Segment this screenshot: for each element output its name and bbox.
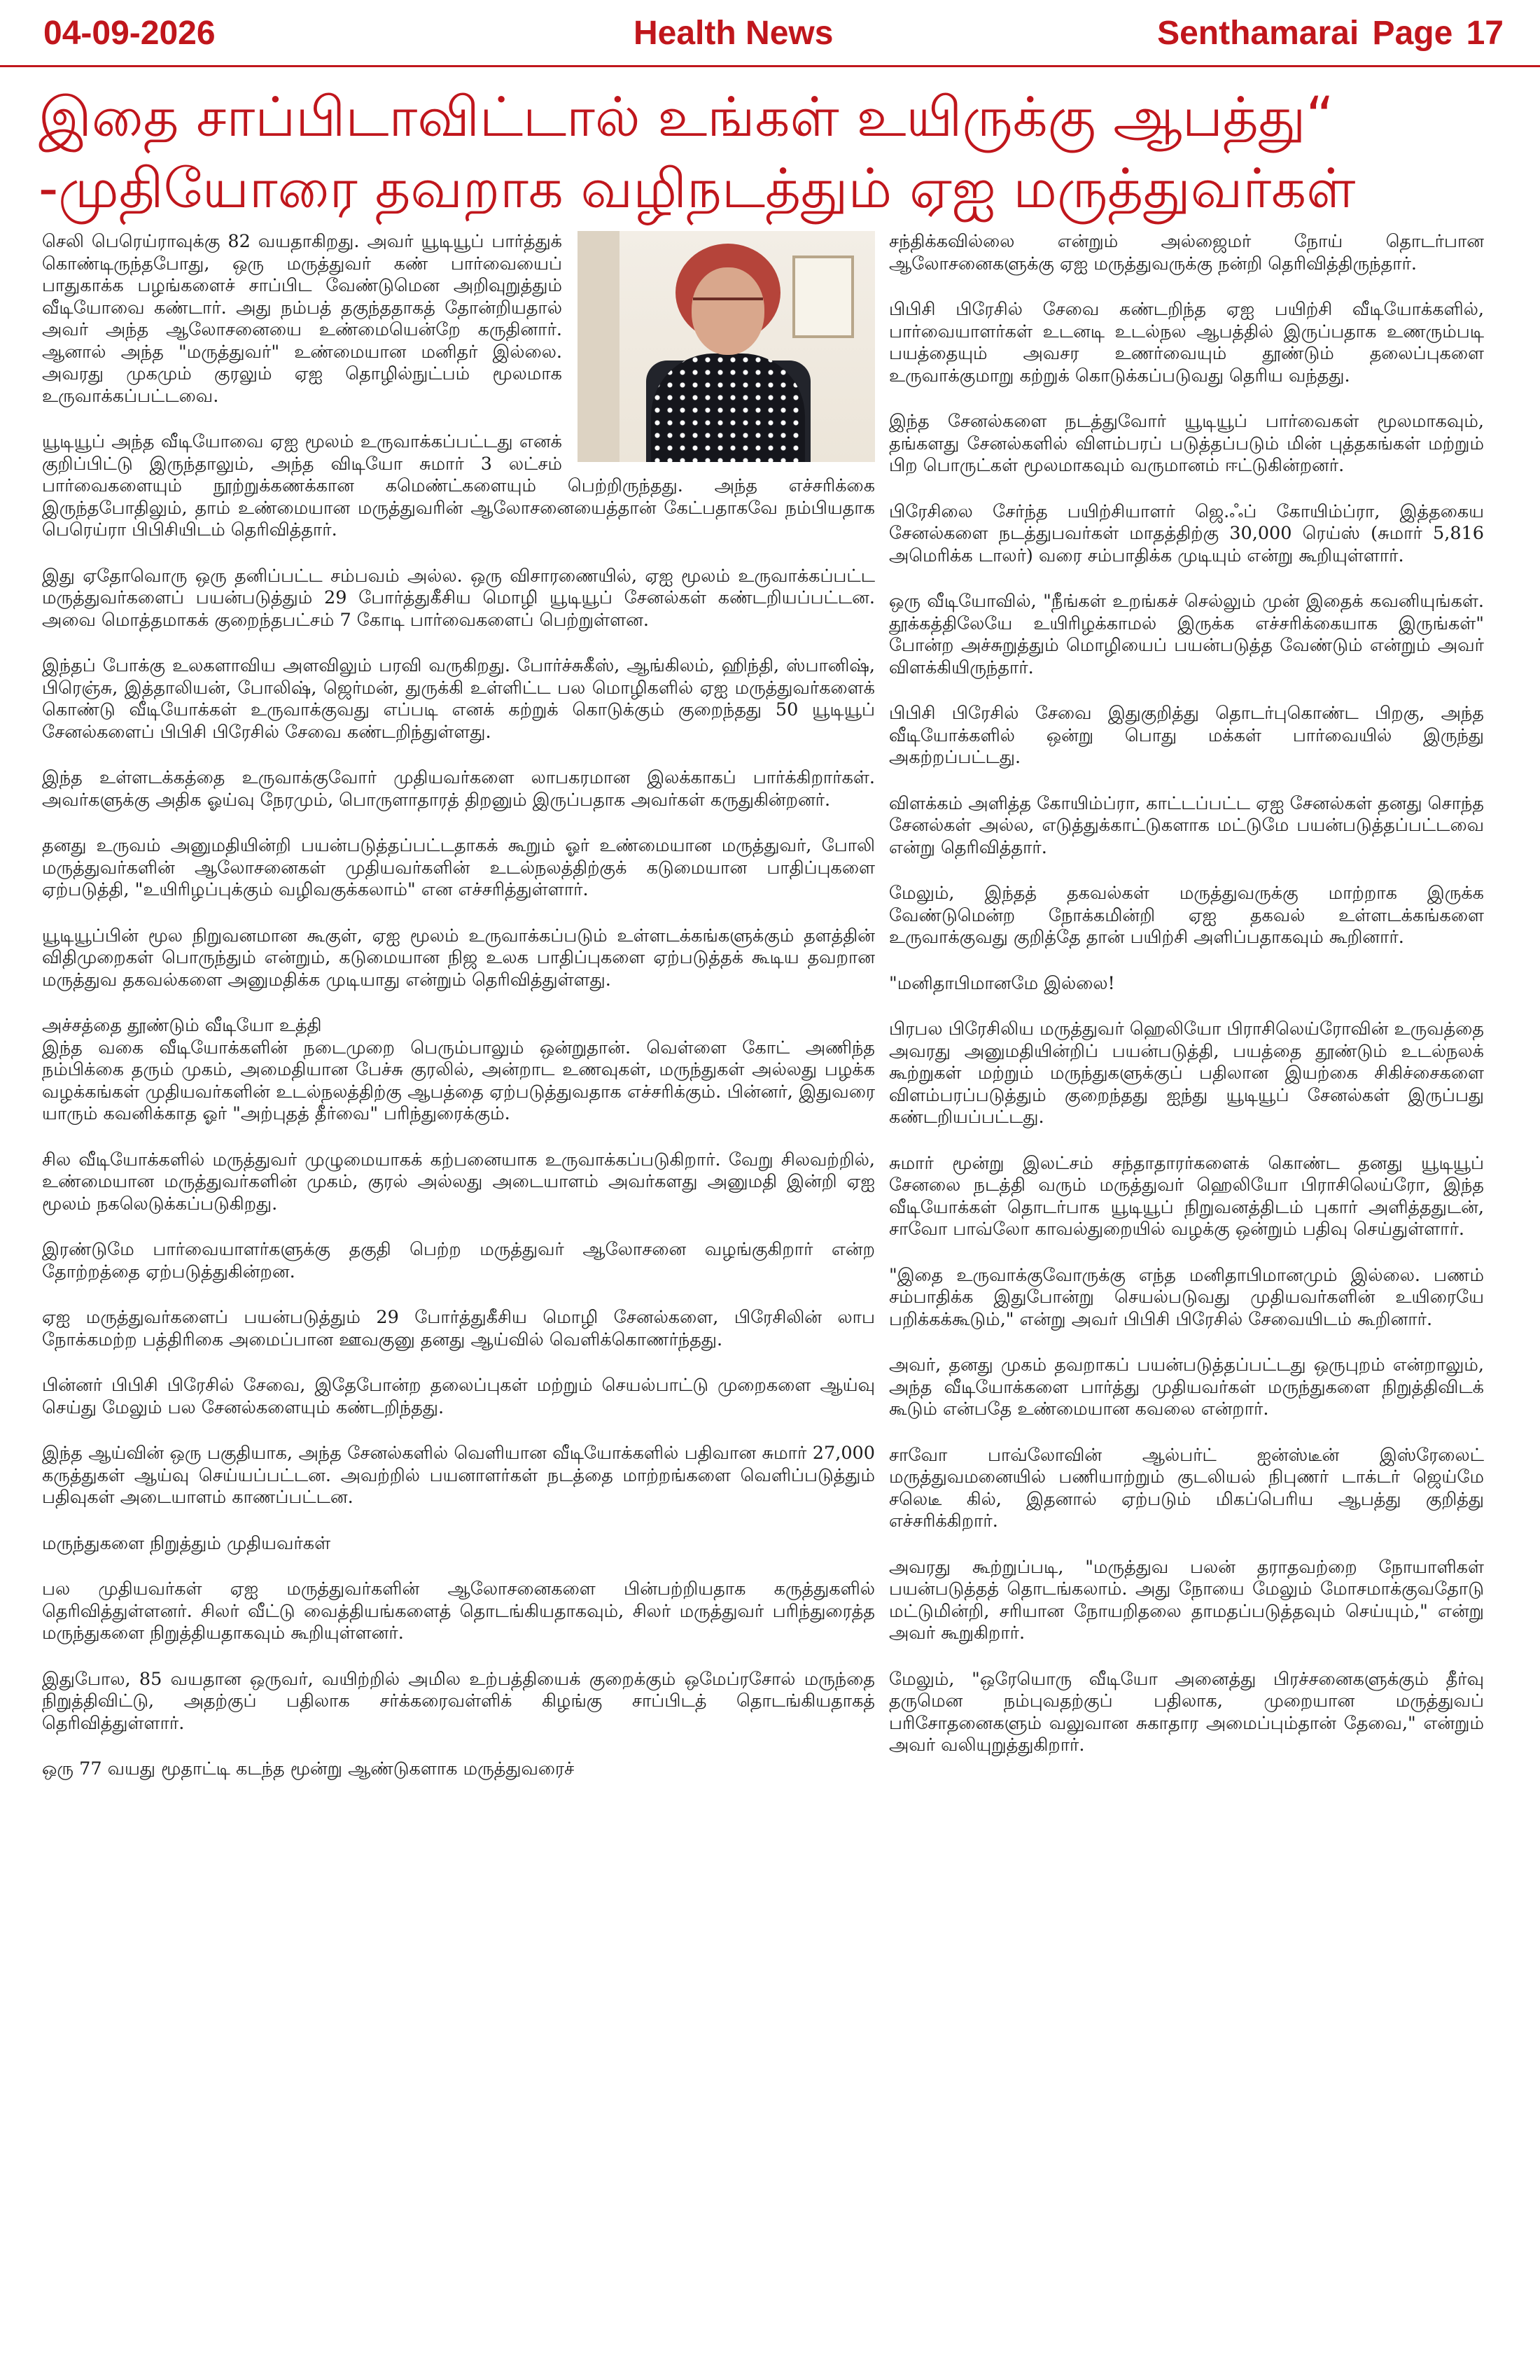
article-paragraph: இரண்டுமே பார்வையாளர்களுக்கு தகுதி பெற்ற மருத்துவர் ஆலோசனை வழங்குகிறார் என்ற தோற்றத்தை ஏற்படுத்துகின்றன. [42, 1239, 875, 1282]
article-paragraph: "மனிதாபிமானமே இல்லை! [889, 972, 1115, 994]
article-paragraph: "இதை உருவாக்குவோருக்கு எந்த மனிதாபிமானமும் இல்லை. பணம் சம்பாதிக்க இதுபோன்று செயல்படுவது முதியவர்களின் உயிரையே பறிக்கக்கூடும்," என்று அவர் பிபிசி பிரேசில் சேவையிடம் கூறினார். [889, 1264, 1484, 1330]
section-name: Health News [634, 15, 834, 52]
article-paragraph: தனது உருவம் அனுமதியின்றி பயன்படுத்தப்பட்டதாகக் கூறும் ஓர் உண்மையான மருத்துவர், போலி மருத்துவர்களின் ஆலோசனைகள் முதியவர்களின் உடல்நலத்திற்குக் கடுமையான பாதிப்புகளை ஏற்படுத்தி, "உயிரிழப்புக்கும் வழிவகுக்கலாம்" என எச்சரித்துள்ளார். [42, 835, 875, 900]
article-paragraph: இதுபோல, 85 வயதான ஒருவர், வயிற்றில் அமில உற்பத்தியைக் குறைக்கும் ஒமேப்ரசோல் மருந்தை நிறுத்திவிட்டு, அதற்குப் பதிலாக சர்க்கரைவள்ளிக் கிழங்கு சாப்பிடத் தொடங்கியதாகத் தெரிவித்துள்ளார். [42, 1668, 875, 1734]
article-paragraph: பிரேசிலை சேர்ந்த பயிற்சியாளர் ஜெ.ஃப் கோயிம்ப்ரா, இத்தகைய சேனல்களை நடத்துபவர்கள் மாதத்திற்கு 30,000 ரெய்ஸ் (சுமார் 5,816 அமெரிக்க டாலர்) வரை சம்பாதிக்க முடியும் என்று கூறியுள்ளார். [889, 500, 1484, 566]
headline-line-1: இதை சாப்பிடாவிட்டால் உங்கள் உயிருக்கு ஆபத்து“ [38, 86, 1334, 149]
article-paragraph: இந்த சேனல்களை நடத்துவோர் யூடியூப் பார்வைகள் மூலமாகவும், தங்களது சேனல்களில் விளம்பரப் படுத்தப்படும் மின் புத்தகங்கள் மற்றும் பிற பொருட்கள் மூலமாகவும் வருமானம் ஈட்டுகின்றனர். [889, 411, 1484, 476]
article-right-column [889, 231, 1484, 1781]
article-photo [578, 231, 875, 462]
article-paragraph: இந்த ஆய்வின் ஒரு பகுதியாக, அந்த சேனல்களில் வெளியான வீடியோக்களில் பதிவான சுமார் 27,000 கருத்துகள் ஆய்வு செய்யப்பட்டன. அவற்றில் பயனாளர்கள் நடத்தை மாற்றங்களை வெளிப்படுத்தும் பதிவுகள் அடையாளம் காணப்பட்டன. [42, 1443, 875, 1508]
article-paragraph: அவரது கூற்றுப்படி, "மருத்துவ பலன் தராதவற்றை நோயாளிகள் பயன்படுத்தத் தொடங்கலாம். அது நோயை மேலும் மோசமாக்குவதோடு மட்டுமின்றி, சரியான நோயறிதலை தாமதப்படுத்தவும் செய்யும்," என்று அவர் கூறுகிறார். [889, 1556, 1484, 1644]
publication-page: Senthamarai Page 17 [1157, 15, 1504, 52]
article-paragraph: சில வீடியோக்களில் மருத்துவர் முழுமையாகக் கற்பனையாக உருவாக்கப்படுகிறார். வேறு சிலவற்றில், உண்மையான மருத்துவர்களின் முகம், குரல் அல்லது அடையாளம் அவர்களது அனுமதி இன்றி ஏஐ மூலம் நகலெடுக்கப்படுகிறது. [42, 1149, 875, 1214]
article-paragraph: சாவோ பாவ்லோவின் ஆல்பர்ட் ஐன்ஸ்டீன் இஸ்ரேலைட் மருத்துவமனையில் பணியாற்றும் குடலியல் நிபுணர் டாக்டர் ஜெய்மே சலெடீ கில், இதனால் ஏற்படும் மிகப்பெரிய ஆபத்து குறித்து எச்சரிக்கிறார். [889, 1444, 1484, 1532]
photo-polka-dress [651, 354, 805, 462]
article-paragraph: இது ஏதோவொரு ஒரு தனிப்பட்ட சம்பவம் அல்ல. ஒரு விசாரணையில், ஏஐ மூலம் உருவாக்கப்பட்ட மருத்துவர்களைப் பயன்படுத்தும் 29 போர்த்துகீசிய மொழி யூடியூப் சேனல்கள் கண்டறியப்பட்டன. அவை மொத்தமாகக் குறைந்தபட்சம் 7 கோடி பார்வைகளைப் பெற்றுள்ளன. [42, 565, 875, 631]
article-paragraph: பிபிசி பிரேசில் சேவை இதுகுறித்து தொடர்புகொண்ட பிறகு, அந்த வீடியோக்களில் ஒன்று பொது மக்கள் பார்வையில் இருந்து அகற்றப்பட்டது. [889, 703, 1484, 768]
article-paragraph: பிரபல பிரேசிலிய மருத்துவர் ஹெலியோ பிராசிலெய்ரோவின் உருவத்தை அவரது அனுமதியின்றிப் பயன்படுத்தி, பயத்தை தூண்டும் உடல்நலக் கூற்றுகள் மற்றும் மருந்துகளுக்குப் பதிலான இயற்கை சிகிச்சைகளை விளம்பரப்படுத்தும் குறைந்தது ஐந்து யூடியூப் சேனல்கள் இருப்பது கண்டறியப்பட்டது. [889, 1018, 1484, 1128]
article-paragraph: மேலும், இந்தத் தகவல்கள் மருத்துவருக்கு மாற்றாக இருக்க வேண்டுமென்ற நோக்கமின்றி ஏஐ தகவல் உள்ளடக்கங்களை உருவாக்குவது குறித்தே தான் பயிற்சி அளிப்பதாகவும் கூறினார். [889, 883, 1484, 948]
headline-line-2: -முதியோரை தவறாக வழிநடத்தும் ஏஐ மருத்துவர்கள் [38, 158, 1356, 220]
photo-doorframe [578, 231, 620, 462]
left-paragraphs [42, 231, 875, 1781]
article-paragraph: இந்த உள்ளடக்கத்தை உருவாக்குவோர் முதியவர்களை லாபகரமான இலக்காகப் பார்க்கிறார்கள். அவர்களுக்கு அதிக ஓய்வு நேரமும், பொருளாதாரத் திறனும் இருப்பதாக அவர்கள் கருதுகின்றனர். [42, 767, 875, 811]
page-header [0, 0, 1540, 67]
article-paragraph: மேலும், "ஒரேயொரு வீடியோ அனைத்து பிரச்சனைகளுக்கும் தீர்வு தருமென நம்புவதற்குப் பதிலாக, முறையான மருத்துவப் பரிசோதனைகளும் வலுவான சுகாதார அமைப்பும்தான் தேவை," என்றும் அவர் வலியுறுத்துகிறார். [889, 1668, 1484, 1756]
article-paragraph: பிபிசி பிரேசில் சேவை கண்டறிந்த ஏஐ பயிற்சி வீடியோக்களில், பார்வையாளர்கள் உடனடி உடல்நல ஆபத்தில் இருப்பதாக உணரும்படி பயத்தையும் அவசர உணர்வையும் தூண்டும் தலைப்புகளை உருவாக்குமாறு கற்றுக் கொடுக்கப்படுவது தெரிய வந்தது. [889, 299, 1484, 386]
article-left-column [42, 231, 875, 1805]
issue-date: 04-09-2026 [43, 15, 216, 52]
article-paragraph: பல முதியவர்கள் ஏஐ மருத்துவர்களின் ஆலோசனைகளை பின்பற்றியதாக கருத்துகளில் தெரிவித்துள்ளனர். சிலர் வீட்டு வைத்தியங்களைத் தொடங்கியதாகவும், சிலர் மருத்துவர் பரிந்துரைத்த மருந்துகளை நிறுத்தியதாகவும் கூறியுள்ளனர். [42, 1578, 875, 1644]
article-paragraph: யூடியூப்பின் மூல நிறுவனமான கூகுள், ஏஐ மூலம் உருவாக்கப்படும் உள்ளடக்கங்களுக்கும் தளத்தின் விதிமுறைகள் பொருந்தும் என்றும், கடுமையான நிஜ உலக பாதிப்புகளை ஏற்படுத்தக் கூடிய தவறான மருத்துவ தகவல்களை அனுமதிக்க முடியாது என்றும் தெரிவித்துள்ளது. [42, 925, 875, 990]
right-paragraphs [889, 231, 1484, 1757]
article-paragraph: ஒரு 77 வயது மூதாட்டி கடந்த மூன்று ஆண்டுகளாக மருத்துவரைச் [42, 1758, 575, 1779]
article-paragraph: இந்தப் போக்கு உலகளாவிய அளவிலும் பரவி வருகிறது. போர்ச்சுகீஸ், ஆங்கிலம், ஹிந்தி, ஸ்பானிஷ், பிரெஞ்சு, இத்தாலியன், போலிஷ், ஜெர்மன், துருக்கி உள்ளிட்ட பல மொழிகளில் ஏஐ மருத்துவர்களைக் கொண்டு வீடியோக்கள் உருவாக்குவது எப்படி எனக் கற்றுக் கொடுக்கும் குறைந்தது 50 யூடியூப் சேனல்களைப் பிபிசி பிரேசில் சேவை கண்டறிந்துள்ளது. [42, 655, 875, 743]
article-paragraph: அச்சத்தை தூண்டும் வீடியோ உத்தி இந்த வகை வீடியோக்களின் நடைமுறை பெரும்பாலும் ஒன்றுதான். வெள்ளை கோட் அணிந்த நம்பிக்கை தரும் முகம், அமைதியான பேச்சு குரலில், அன்றாட உணவுகள், மருந்துகள் அல்லது பழக்க வழக்கங்கள் முதியவர்களின் உடல்நலத்திற்கு ஆபத்தை ஏற்படுத்துவதாக எச்சரிக்கும். பின்னர், இதுவரை யாரும் கவனிக்காத ஓர் "அற்புதத் தீர்வை" பரிந்துரைக்கும். [42, 1015, 875, 1124]
article-paragraph: சந்திக்கவில்லை என்றும் அல்ஜைமர் நோய் தொடர்பான ஆலோசனைகளுக்கு ஏஐ மருத்துவருக்கு நன்றி தெரிவித்திருந்தார். [889, 231, 1484, 274]
article-paragraph: பின்னர் பிபிசி பிரேசில் சேவை, இதேபோன்ற தலைப்புகள் மற்றும் செயல்பாட்டு முறைகளை ஆய்வு செய்து மேலும் பல சேனல்களையும் கண்டறிந்தது. [42, 1375, 875, 1418]
article-paragraph: ஏஐ மருத்துவர்களைப் பயன்படுத்தும் 29 போர்த்துகீசிய மொழி சேனல்களை, பிரேசிலின் லாப நோக்கமற்ற பத்திரிகை அமைப்பான ஊவகுனு தனது ஆய்வில் வெளிக்கொணர்ந்தது. [42, 1307, 875, 1350]
article-paragraph: யூடியூப் அந்த வீடியோவை ஏஐ மூலம் உருவாக்கப்பட்டது எனக் குறிப்பிட்டு இருந்தாலும், அந்த விடியோ சுமார் 3 லட்சம் பார்வைகளையும் நூற்றுக்கணக்கான கமெண்ட்களையும் பெற்றிருந்தது. அந்த எச்சரிக்கை இருந்தபோதிலும், தாம் உண்மையான மருத்துவரின் ஆலோசனையைத்தான் கேட்பதாகவே நம்பியதாக பெரெய்ரா பிபிசியிடம் தெரிவித்தார். [42, 431, 875, 540]
article-paragraph: மருந்துகளை நிறுத்தும் முதியவர்கள் [42, 1532, 331, 1554]
article-paragraph: செலி பெரெய்ராவுக்கு 82 வயதாகிறது. அவர் யூடியூப் பார்த்துக் கொண்டிருந்தபோது, ஒரு மருத்துவர் கண் பார்வையைப் பாதுகாக்க பழங்களைச் சாப்பிட வேண்டுமென அறிவுறுத்தும் வீடியோவை கண்டார். அது நம்பத் தகுந்ததாகத் தோன்றியதால் அவர் அந்த ஆலோசனையை உண்மையென்றே கருதினார். ஆனால் அந்த "மருத்துவர்" உண்மையான மனிதர் இல்லை. அவரது முகமும் குரலும் ஏஐ தொழில்நுட்பம் மூலமாக உருவாக்கப்பட்டவை. [42, 231, 562, 407]
photo-wall-frame [792, 255, 854, 338]
article-paragraph: விளக்கம் அளித்த கோயிம்ப்ரா, காட்டப்பட்ட ஏஐ சேனல்கள் தனது சொந்த சேனல்கள் அல்ல, எடுத்துக்காட்டுகளாக மட்டுமே பயன்படுத்தப்பட்டவை என்று தெரிவித்தார். [889, 792, 1484, 858]
photo-glasses [693, 298, 763, 314]
article-paragraph: சுமார் மூன்று இலட்சம் சந்தாதாரர்களைக் கொண்ட தனது யூடியூப் சேனலை நடத்தி வரும் மருத்துவர் ஹெலியோ பிராசிலெய்ரோ, இந்த வீடியோக்கள் தொடர்பாக யூடியூப் நிறுவனத்திடம் புகார் அளித்ததுடன், சாவோ பாவ்லோ காவல்துறையில் வழக்கு ஒன்றும் பதிவு செய்துள்ளார். [889, 1152, 1484, 1240]
article-paragraph: ஒரு வீடியோவில், "நீங்கள் உறங்கச் செல்லும் முன் இதைக் கவனியுங்கள். தூக்கத்திலேயே உயிரிழக்காமல் இருக்க எச்சரிக்கையாக இருங்கள்" போன்ற அச்சுறுத்தும் மொழியைப் பயன்படுத்த வேண்டும் என்றும் அவர் விளக்கியிருந்தார். [889, 591, 1484, 678]
article-paragraph: அவர், தனது முகம் தவறாகப் பயன்படுத்தப்பட்டது ஒருபுறம் என்றாலும், அந்த வீடியோக்களை பார்த்து முதியவர்கள் மருந்துகளை நிறுத்திவிடக் கூடும் என்பதே உண்மையான கவலை என்றார். [889, 1354, 1484, 1420]
